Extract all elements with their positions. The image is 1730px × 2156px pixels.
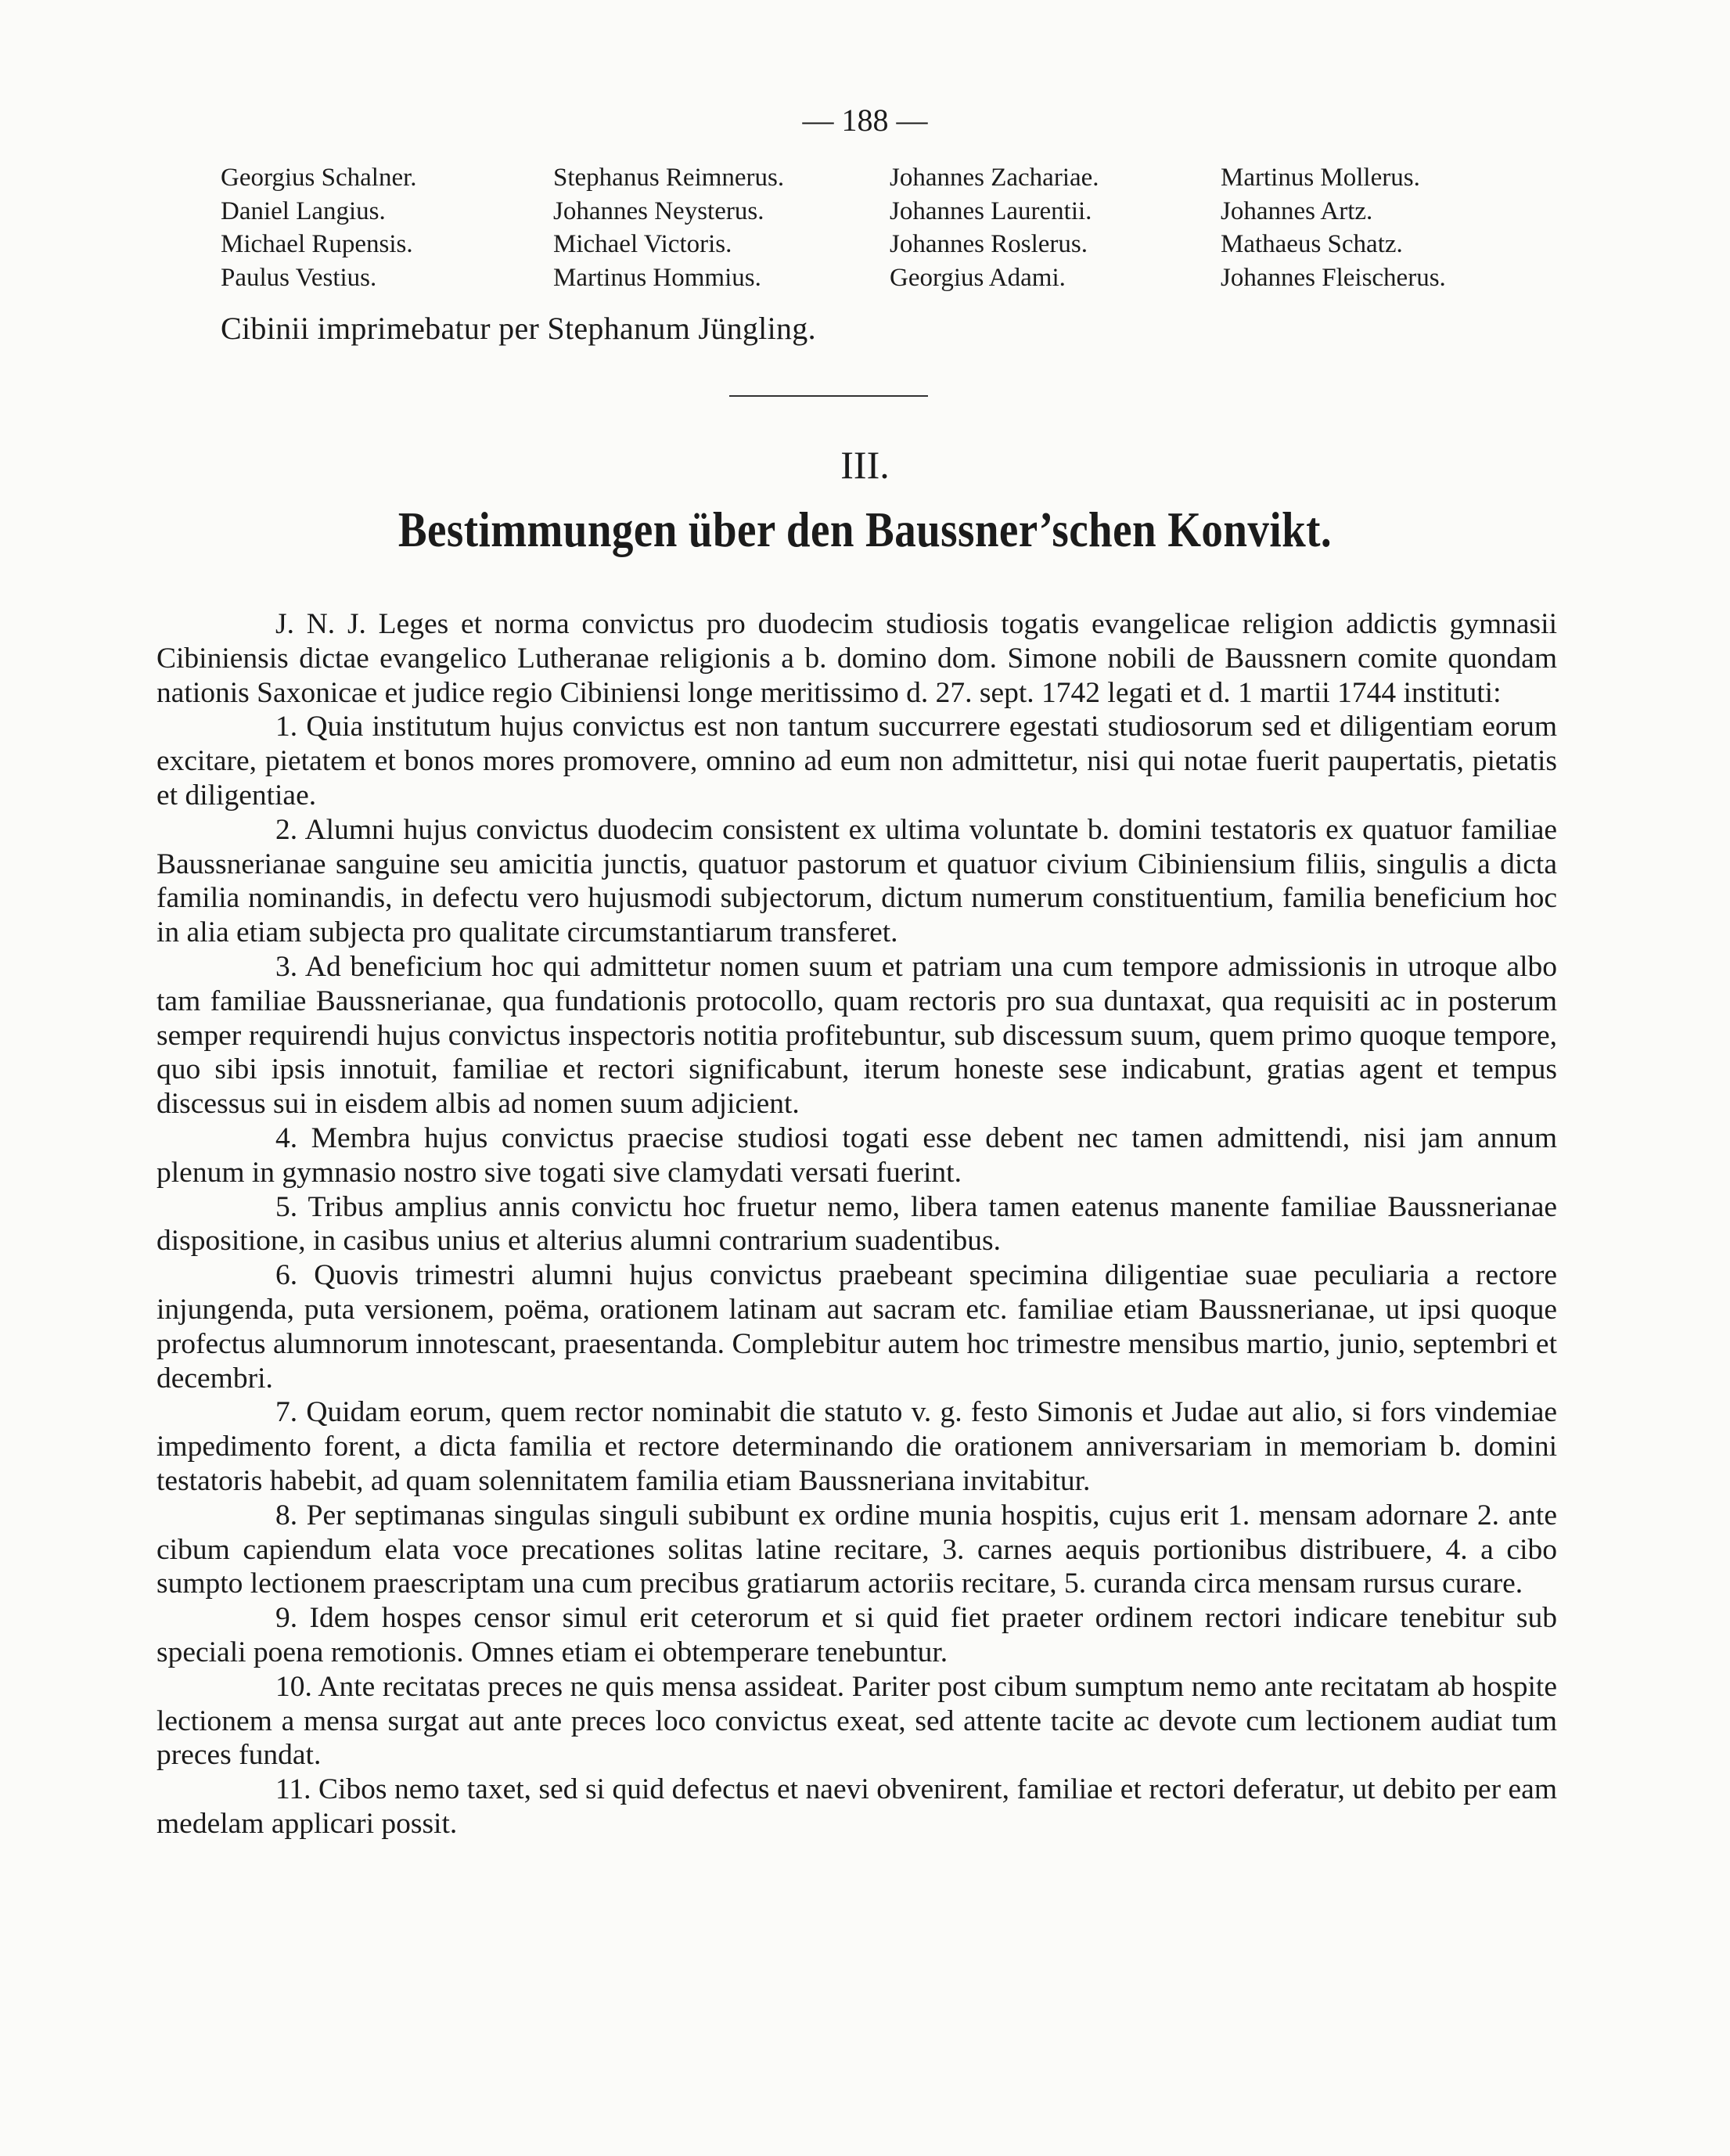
signatory-name: Johannes Laurentii. xyxy=(890,196,1092,225)
statute-paragraph: 8. Per septimanas singulas singuli subibunt ex ordine munia hospitis, cujus erit 1. mensam adornare 2. ante cibum capiendum elata voce precationes solitas latine recitare, 3. carnes aequis portionibus distribuere, 4. a cibo sumpto lectionem praescriptam una cum precibus gratiarum actoriis recitare, 5. curanda circa mensam rursus curare. xyxy=(156,1499,1557,1600)
signatory-name: Johannes Artz. xyxy=(1221,196,1373,225)
signatory-name: Mathaeus Schatz. xyxy=(1221,230,1403,258)
section-divider xyxy=(729,395,928,397)
statute-paragraph: 7. Quidam eorum, quem rector nominabit die statuto v. g. festo Simonis et Judae aut alio, si fors vindemiae impedimento forent, a dicta familia et rectore determinando die orationem anniversariam in memoriam b. domini testatoris habebit, ad quam solennitatem familia etiam Baussneriana invitabitur. xyxy=(156,1396,1557,1497)
statutes-text xyxy=(156,607,1557,1841)
signatory-names xyxy=(221,161,1518,294)
statute-paragraph: 4. Membra hujus convictus praecise studiosi togati esse debent nec tamen admittendi, nisi jam annum plenum in gymnasio nostro sive togati sive clamydati versati fuerint. xyxy=(156,1121,1557,1189)
statute-paragraph: 10. Ante recitatas preces ne quis mensa assideat. Pariter post cibum sumptum nemo ante recitatam ab hospite lectionem a mensa surgat aut ante preces loco convictus exeat, sed attente tacite ac devote cum lectionem audiat tum preces fundat. xyxy=(156,1670,1557,1772)
statute-paragraph: 9. Idem hospes censor simul erit ceterorum et si quid fiet praeter ordinem rectori indicare tenebitur sub speciali poena remotionis. Omnes etiam ei obtemperare tenebuntur. xyxy=(156,1602,1557,1668)
names-column-2 xyxy=(553,161,890,294)
signatory-name: Johannes Neysterus. xyxy=(553,196,764,225)
section-title: Bestimmungen über den Baussner’schen Konvikt. xyxy=(397,502,1333,557)
signatory-name: Georgius Adami. xyxy=(890,263,1066,292)
imprint-line: Cibinii imprimebatur per Stephanum Jüngling. xyxy=(221,311,816,346)
section-number: III. xyxy=(840,443,890,487)
signatory-name: Johannes Fleischerus. xyxy=(1221,263,1446,292)
signatory-name: Martinus Hommius. xyxy=(553,263,761,292)
names-column-3 xyxy=(890,161,1221,294)
signatory-name: Johannes Roslerus. xyxy=(890,230,1088,258)
signatory-name: Stephanus Reimnerus. xyxy=(553,164,785,192)
names-column-4 xyxy=(1221,161,1518,294)
signatory-name: Johannes Zachariae. xyxy=(890,164,1099,192)
statute-paragraph: 3. Ad beneficium hoc qui admittetur nomen suum et patriam una cum tempore admissionis in utroque albo tam familiae Baussnerianae, qua fundationis protocollo, quam rectoris pro sua duntaxat, qua requisiti ac in posterum semper requirendi hujus convictus inspectoris notitia profitebuntur, sub discessum suum, quem primo quoque tempore, quo sibi ipsis innotuit, familiae et rectori significabunt, iterum honeste sese indicabunt, gratias agent et tempus discessus sui in eisdem albis ad nomen suum adjicient. xyxy=(156,950,1557,1121)
signatory-name: Martinus Mollerus. xyxy=(1221,164,1420,192)
statute-paragraph: 2. Alumni hujus convictus duodecim consistent ex ultima voluntate b. domini testatoris ex quatuor familiae Baussnerianae sanguine seu amicitia junctis, quatuor pastorum et quatuor civium Cibiniensium filiis, singulis a dicta familia nominandis, in defectu vero hujusmodi subjectorum, dictum numerum constituentium, familia beneficium hoc in alia etiam subjecta pro qualitate circumstantiarum transferet. xyxy=(156,813,1557,949)
signatory-name: Michael Rupensis. xyxy=(221,230,413,258)
statute-paragraph: 5. Tribus amplius annis convictu hoc fruetur nemo, libera tamen eatenus manente familiae Baussnerianae dispositione, in casibus unius et alterius alumni contrarium suadentibus. xyxy=(156,1190,1557,1258)
signatory-name: Paulus Vestius. xyxy=(221,263,377,292)
statute-paragraph: 1. Quia institutum hujus convictus est non tantum succurrere egestati studiosorum sed et diligentiam eorum excitare, pietatem et bonos mores promovere, omnino ad eum non admittetur, nisi qui notae fuerit paupertatis, pietatis et diligentiae. xyxy=(156,711,1557,812)
statute-paragraph: 6. Quovis trimestri alumni hujus convictus praebeant specimina diligentiae suae peculiaria a rectore injungenda, puta versionem, poëma, orationem latinam aut sacram etc. familiae etiam Baussnerianae, ut ipsi quoque profectus alumnorum innotescant, praesentanda. Complebitur autem hoc trimestre mensibus martio, junio, septembri et decembri. xyxy=(156,1259,1557,1395)
signatory-name: Daniel Langius. xyxy=(221,196,386,225)
page-number: — 188 — xyxy=(802,103,928,138)
preamble-paragraph: J. N. J. Leges et norma convictus pro duodecim studiosis togatis evangelicae religion addictis gymnasii Cibiniensis dictae evangelico Lutheranae religionis a b. domino dom. Simone nobili de Baussnern comite quondam nationis Saxonicae et judice regio Cibiniensi longe meritissimo d. 27. sept. 1742 legati et d. 1 martii 1744 instituti: xyxy=(156,608,1557,709)
names-column-1 xyxy=(221,161,553,294)
signatory-name: Georgius Schalner. xyxy=(221,164,417,192)
signatory-name: Michael Victoris. xyxy=(553,230,732,258)
statute-paragraph: 11. Cibos nemo taxet, sed si quid defectus et naevi obvenirent, familiae et rectori deferatur, ut debito per eam medelam applicari possit. xyxy=(156,1773,1557,1840)
